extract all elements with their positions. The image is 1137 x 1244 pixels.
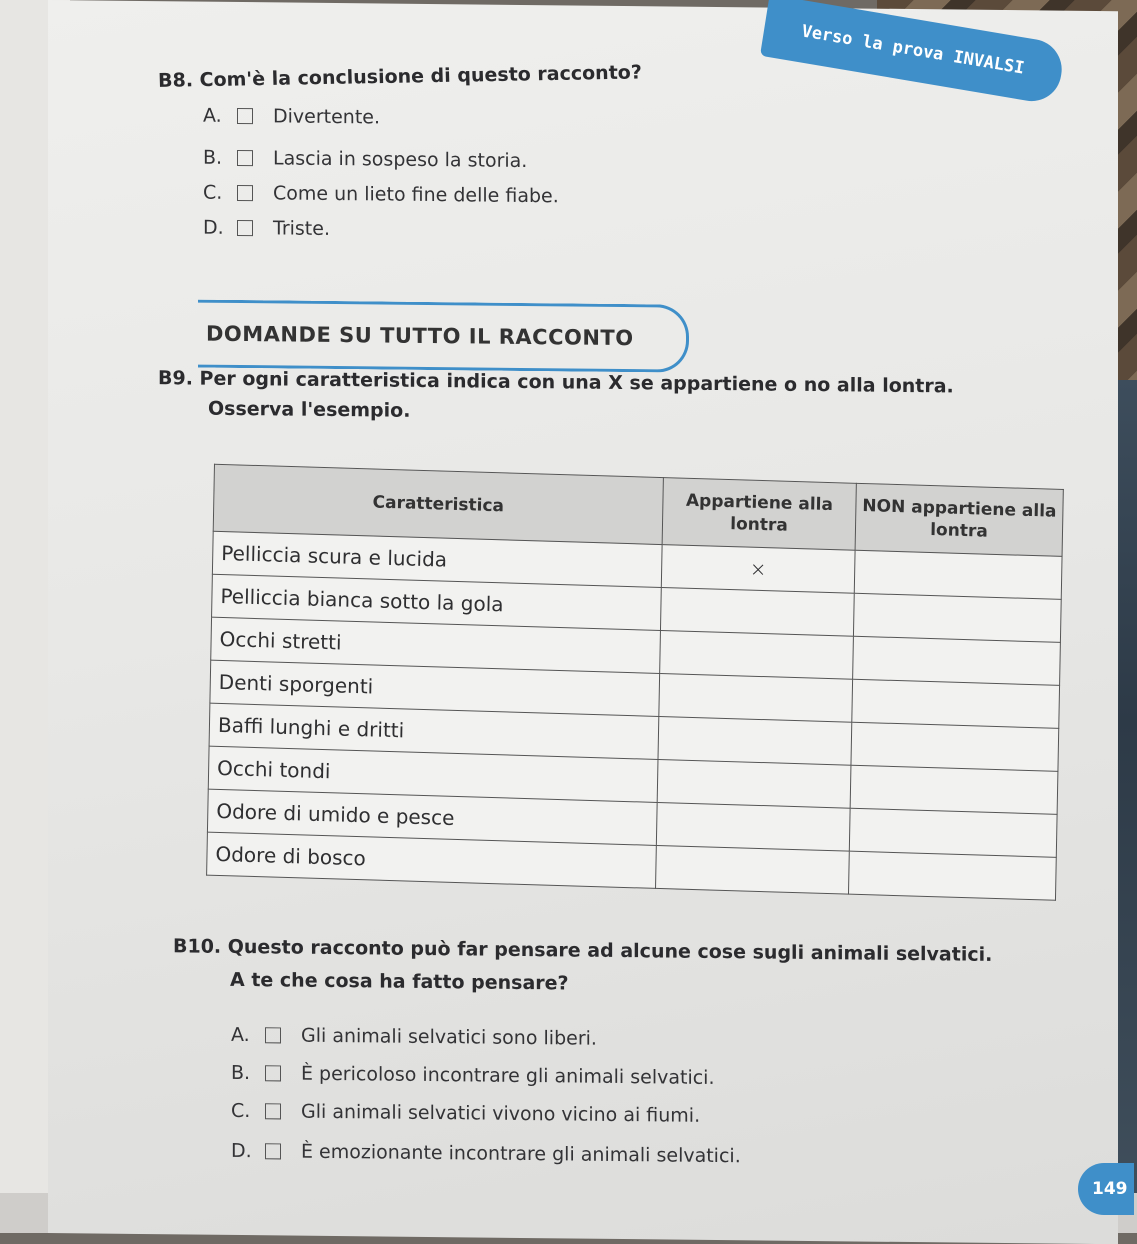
section-title: DOMANDE SU TUTTO IL RACCONTO [206, 321, 634, 351]
page-number-text: 149 [1092, 1179, 1128, 1199]
banner-text: Verso la prova INVALSI [800, 21, 1026, 79]
cell-not-belongs[interactable] [850, 765, 1058, 814]
b10-option-d[interactable] [231, 1140, 741, 1167]
option-text: È emozionante incontrare gli animali selvatici. [301, 1140, 741, 1168]
cell-not-belongs[interactable] [851, 722, 1059, 771]
cell-not-belongs[interactable] [854, 550, 1062, 599]
row-label: Odore di bosco [207, 832, 657, 888]
checkbox[interactable] [265, 1065, 281, 1081]
option-letter: A. [231, 1023, 250, 1047]
row-label: Occhi tondi [208, 746, 658, 802]
question-b10-line2: A te che cosa ha fatto pensare? [230, 968, 569, 995]
b10-option-a[interactable] [231, 1024, 597, 1050]
row-label: Occhi stretti [211, 617, 661, 673]
characteristics-table [206, 464, 1064, 901]
option-letter: B. [203, 146, 223, 169]
row-label: Baffi lunghi e dritti [209, 703, 659, 759]
row-label: Pelliccia bianca sotto la gola [212, 574, 662, 630]
cell-belongs[interactable] [658, 716, 852, 765]
table-header-not-belongs: NON appartiene alla lontra [855, 483, 1063, 556]
worksheet-page [48, 0, 1118, 1244]
option-letter: D. [203, 216, 224, 239]
option-letter: C. [203, 181, 223, 204]
cell-belongs[interactable] [656, 802, 850, 851]
b8-option-a[interactable] [203, 105, 380, 129]
checkbox[interactable] [237, 220, 253, 236]
checkbox[interactable] [237, 185, 253, 201]
row-label: Pelliccia scura e lucida [212, 531, 662, 587]
b10-option-b[interactable] [231, 1062, 715, 1089]
row-label: Denti sporgenti [210, 660, 660, 716]
cell-belongs[interactable] [659, 673, 853, 722]
question-b10-line1: B10. Questo racconto può far pensare ad alcune cose sugli animali selvatici. [173, 935, 993, 966]
invalsi-banner [760, 0, 1066, 106]
option-text: Triste. [273, 217, 330, 240]
cell-not-belongs[interactable] [848, 851, 1056, 900]
row-label: Odore di umido e pesce [207, 789, 657, 845]
page-number [1078, 1163, 1134, 1215]
table-header-characteristic: Caratteristica [213, 464, 663, 544]
cell-not-belongs[interactable] [849, 808, 1057, 857]
option-letter: D. [231, 1139, 252, 1163]
option-text: Gli animali selvatici vivono vicino ai fiumi. [301, 1100, 701, 1127]
cell-not-belongs[interactable] [853, 636, 1061, 685]
question-b9-line2: Osserva l'esempio. [208, 397, 411, 422]
b8-option-d[interactable] [203, 217, 330, 240]
cell-not-belongs[interactable] [852, 679, 1060, 728]
section-title-pill [198, 300, 689, 373]
option-text: Lascia in sospeso la storia. [273, 147, 528, 173]
cell-belongs[interactable] [660, 588, 854, 637]
cell-not-belongs[interactable] [853, 593, 1061, 642]
cell-belongs[interactable] [656, 845, 850, 894]
b8-option-b[interactable] [203, 147, 527, 172]
checkbox[interactable] [265, 1027, 281, 1043]
question-b8: B8. Com'è la conclusione di questo racconto? [157, 61, 643, 92]
cell-belongs[interactable]: × [661, 545, 855, 594]
checkbox[interactable] [237, 150, 253, 166]
checkbox[interactable] [237, 108, 253, 124]
b8-option-c[interactable] [203, 182, 559, 208]
checkbox[interactable] [265, 1143, 281, 1159]
table-header-belongs: Appartiene alla lontra [662, 478, 856, 551]
option-text: Gli animali selvatici sono liberi. [301, 1024, 597, 1050]
option-letter: C. [231, 1099, 251, 1123]
checkbox[interactable] [265, 1103, 281, 1119]
option-text: Divertente. [273, 105, 381, 129]
cell-belongs[interactable] [660, 631, 854, 680]
cell-belongs[interactable] [657, 759, 851, 808]
option-letter: A. [203, 104, 222, 127]
b10-option-c[interactable] [231, 1100, 700, 1127]
option-text: Come un lieto fine delle fiabe. [273, 182, 559, 208]
option-text: È pericoloso incontrare gli animali selvatici. [301, 1062, 715, 1089]
option-letter: B. [231, 1061, 251, 1085]
question-b9-line1: B9. Per ogni caratteristica indica con una X se appartiene o no alla lontra. [158, 367, 954, 398]
